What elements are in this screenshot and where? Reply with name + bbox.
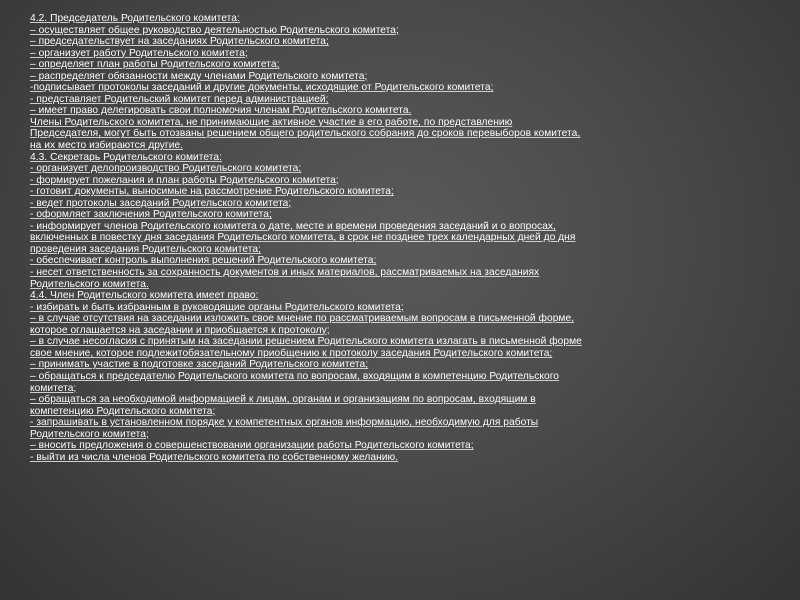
- text-line: Родительского комитета.: [30, 278, 149, 290]
- text-line: свое мнение, которое подлежитобязательному приобщению к протоколу заседания Родительского комитета;: [30, 347, 553, 359]
- text-line: – принимать участие в подготовке заседаний Родительского комитета;: [30, 359, 369, 371]
- text-line: - оформляет заключения Родительского комитета;: [30, 209, 272, 221]
- text-line: проведения заседания Родительского комитета;: [30, 243, 261, 255]
- text-line: - представляет Родительский комитет перед администрацией;: [30, 93, 329, 105]
- text-line: 4.4. Член Родительского комитета имеет право:: [30, 290, 259, 302]
- text-line: – осуществляет общее руководство деятельностью Родительского комитета;: [30, 24, 399, 36]
- text-line: – вносить предложения о совершенствовании организации работы Родительского комитета;: [30, 440, 474, 452]
- text-line: Члены Родительского комитета, не принимающие активное участие в его работе, по представлению: [30, 116, 513, 128]
- slide-body-text: [30, 13, 775, 463]
- text-line: – председательствует на заседаниях Родительского комитета;: [30, 36, 329, 48]
- text-line: 4.3. Секретарь Родительского комитета:: [30, 151, 222, 163]
- text-line: – обращаться за необходимой информацией к лицам, органам и организациям по вопросам, входящим в: [30, 394, 536, 406]
- text-line: - выйти из числа членов Родительского комитета по собственному желанию.: [30, 451, 399, 463]
- text-line: – имеет право делегировать свои полномочия членам Родительского комитета.: [30, 105, 412, 117]
- text-line: - избирать и быть избранным в руководящие органы Родительского комитета;: [30, 301, 404, 313]
- text-line: на их место избираются другие.: [30, 140, 184, 152]
- text-line: 4.2. Председатель Родительского комитета:: [30, 13, 240, 24]
- text-line: - формирует пожелания и план работы Родительского комитета;: [30, 174, 339, 186]
- text-line: - несет ответственность за сохранность документов и иных материалов, рассматриваемых на заседаниях: [30, 267, 540, 279]
- text-line: – в случае отсутствия на заседании изложить свое мнение по рассматриваемым вопросам в письменной форме,: [30, 313, 575, 325]
- text-line: Родительского комитета;: [30, 428, 149, 440]
- text-line: компетенцию Родительского комитета;: [30, 405, 216, 417]
- text-line: – распределяет обязанности между членами Родительского комитета;: [30, 70, 368, 82]
- text-line: комитета;: [30, 382, 77, 394]
- text-line: Председателя, могут быть отозваны решением общего родительского собрания до сроков перевыборов комитета,: [30, 128, 581, 140]
- text-line: – определяет план работы Родительского комитета;: [30, 59, 280, 71]
- text-line: - обеспечивает контроль выполнения решений Родительского комитета;: [30, 255, 377, 267]
- text-line: - готовит документы, выносимые на рассмотрение Родительского комитета;: [30, 186, 394, 198]
- text-line: – в случае несогласия с принятым на заседании решением Родительского комитета излагать в письменной форме: [30, 336, 582, 348]
- text-line: которое оглашается на заседании и приобщается к протоколу;: [30, 324, 330, 336]
- text-line: включенных в повестку дня заседания Родительского комитета, в срок не позднее трех календарных дней до дня: [30, 232, 576, 244]
- text-line: - организует делопроизводство Родительского комитета;: [30, 163, 302, 175]
- text-line: – обращаться к председателю Родительского комитета по вопросам, входящим в компетенцию Родительского: [30, 370, 560, 382]
- text-line: - ведет протоколы заседаний Родительского комитета;: [30, 197, 292, 209]
- text-line: - запрашивать в установленном порядке у компетентных органов информацию, необходимую для работы: [30, 417, 539, 429]
- text-line: - информирует членов Родительского комитета о дате, месте и времени проведения заседаний и о вопросах,: [30, 220, 556, 232]
- text-line: -подписывает протоколы заседаний и другие документы, исходящие от Родительского комитета;: [30, 82, 494, 94]
- text-line: – организует работу Родительского комитета;: [30, 47, 248, 59]
